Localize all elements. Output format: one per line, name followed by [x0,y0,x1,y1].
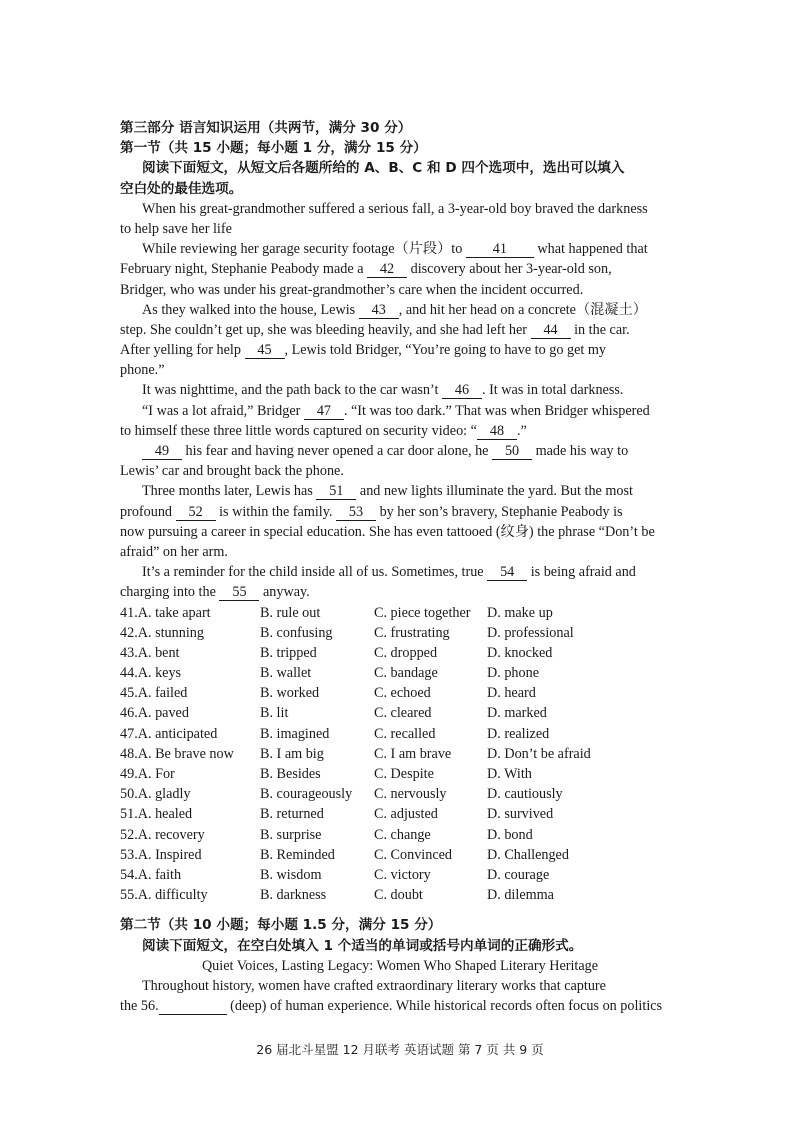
text-run: is within the family. [215,503,337,520]
option-b: B. Besides [260,766,321,782]
text-run: to himself these three little words captured on security video: “ [120,422,477,439]
text-run: . It was in total darkness. [481,382,624,399]
option-c: C. cleared [374,705,432,722]
instruction-line1: 阅读下面短文，从短文后各题所给的 A、B、C 和 D 四个选项中，选出可以填入 [142,160,625,177]
option-row [120,623,680,643]
option-c: C. doubt [374,887,423,904]
blank-46: 46 [442,382,482,399]
instruction-line2: 空白处的最佳选项。 [120,180,243,197]
text-run: anyway. [259,584,310,601]
passage-line: Throughout history, women have crafted extraordinary literary works that capture [142,977,606,994]
option-b: B. darkness [260,887,327,904]
option-c: C. change [374,826,431,843]
option-d: D. make up [487,604,553,621]
passage-line [120,481,680,501]
option-b: B. returned [260,806,324,823]
blank-53: 53 [336,504,376,521]
option-d: D. knocked [487,644,553,661]
option-b: B. rule out [260,604,321,621]
text-run: . “It was too dark.” That was when Bridger whispered [343,402,650,419]
blank-50: 50 [492,443,532,460]
passage-line: to help save her life [120,220,232,237]
option-d: D. survived [487,806,554,823]
options-list [120,603,680,906]
text-run: (deep) of human experience. While historical records often focus on politics [226,998,663,1015]
option-row [120,825,680,845]
option-d: D. marked [487,705,547,722]
passage-line: When his great-grandmother suffered a serious fall, a 3-year-old boy braved the darkness [142,200,648,217]
passage-line [120,562,680,582]
text-run: by her son’s bravery, Stephanie Peabody is [376,503,623,520]
option-b: B. wallet [260,665,312,682]
option-a: 43.A. bent [120,644,180,661]
option-c: C. Despite [374,766,434,782]
option-a: 41.A. take apart [120,604,211,621]
option-b: B. wisdom [260,866,322,883]
option-d: D. Don’t be afraid [487,745,591,762]
option-a: 49.A. For [120,766,175,782]
option-d: D. dilemma [487,887,554,904]
passage-line [120,441,680,461]
blank-52: 52 [176,504,216,521]
option-a: 54.A. faith [120,866,182,883]
option-d: D. professional [487,624,574,641]
option-row [120,703,680,723]
option-a: 53.A. Inspired [120,846,202,863]
passage-line [120,421,680,441]
passage-line [120,300,680,320]
text-run: It was nighttime, and the path back to the car wasn’t [142,382,442,399]
page-footer: 26 届北斗星盟 12 月联考 英语试题 第 7 页 共 9 页 [256,1042,544,1057]
option-d: D. cautiously [487,786,563,803]
option-c: C. nervously [374,786,447,803]
passage2-title: Quiet Voices, Lasting Legacy: Women Who Shaped Literary Heritage [201,957,599,974]
text-run: the 56. [120,998,159,1015]
option-row [120,764,680,784]
option-c: C. frustrating [374,624,450,641]
option-row [120,603,680,623]
option-a: 52.A. recovery [120,826,205,843]
passage-line [120,582,680,602]
blank-43: 43 [359,302,399,319]
option-b: B. I am big [260,745,324,762]
text-run: charging into the [120,584,220,601]
option-b: B. imagined [260,725,330,742]
option-row [120,643,680,663]
option-row [120,845,680,865]
text-run: and new lights illuminate the yard. But the most [356,483,633,500]
option-c: C. piece together [374,604,471,621]
passage-line: phone.” [120,362,165,379]
option-c: C. victory [374,866,431,883]
section2-instruction: 阅读下面短文，在空白处填入 1 个适当的单词或括号内单词的正确形式。 [142,937,583,954]
option-b: B. worked [260,685,320,702]
passage-line [120,320,680,340]
blank-42: 42 [367,261,407,278]
text-run: his fear and having never opened a car door alone, he [182,443,493,459]
option-b: B. confusing [260,624,333,641]
option-b: B. lit [260,705,289,722]
option-a: 48.A. Be brave now [120,745,234,762]
blank-55: 55 [219,584,259,601]
part-title: 第三部分 语言知识运用（共两节，满分 30 分） [120,120,412,136]
option-a: 47.A. anticipated [120,725,218,742]
text-run: Three months later, Lewis has [142,483,317,500]
text-run: February night, Stephanie Peabody made a [120,261,368,278]
blank-45: 45 [245,342,285,359]
option-c: C. echoed [374,685,431,702]
option-a: 45.A. failed [120,685,188,702]
blank-44: 44 [531,322,571,339]
option-d: D. realized [487,725,550,742]
text-run: discovery about her 3-year-old son, [407,261,612,278]
option-d: D. bond [487,826,533,843]
blank-49: 49 [142,443,182,460]
blank-48: 48 [477,423,517,440]
option-row [120,744,680,764]
blank-51: 51 [316,483,356,500]
text-run: profound [120,503,176,520]
option-a: 42.A. stunning [120,624,204,641]
passage-line: Lewis’ car and brought back the phone. [120,463,344,480]
passage-line: now pursuing a career in special education. She has even tattooed (纹身) the phrase “Don’t be [120,523,655,540]
exam-content [120,118,680,1016]
option-row [120,885,680,905]
option-c: C. bandage [374,665,438,682]
option-row [120,663,680,683]
option-c: C. I am brave [374,745,452,762]
blank-54: 54 [487,564,527,581]
option-c: C. dropped [374,644,438,661]
blank-56 [159,998,227,1015]
text-run: .” [516,422,527,439]
option-a: 51.A. healed [120,806,193,823]
section1-title: 第一节（共 15 小题；每小题 1 分，满分 15 分） [120,140,427,157]
passage-line [120,259,680,279]
option-b: B. courageously [260,786,353,803]
passage-line [120,502,680,522]
text-run: , and hit her head on a concrete（混凝土） [398,301,647,318]
option-b: B. Reminded [260,846,335,863]
section2-title: 第二节（共 10 小题；每小题 1.5 分，满分 15 分） [120,917,442,934]
option-row [120,804,680,824]
text-run: As they walked into the house, Lewis [142,301,359,318]
blank-47: 47 [304,403,344,420]
option-row [120,683,680,703]
passage-line: afraid” on her arm. [120,543,228,560]
option-a: 46.A. paved [120,705,189,722]
text-run: made his way to [532,443,629,459]
text-run: in the car. [570,321,630,338]
passage-line [120,401,680,421]
text-run: what happened that [533,241,648,258]
text-run: is being afraid and [527,564,636,581]
option-c: C. Convinced [374,846,453,863]
blank-41: 41 [466,241,534,258]
text-run: It’s a reminder for the child inside all of us. Sometimes, true [142,564,488,581]
option-a: 50.A. gladly [120,786,191,803]
option-d: D. phone [487,665,540,682]
option-a: 55.A. difficulty [120,887,208,904]
option-a: 44.A. keys [120,665,182,682]
text-run: “I was a lot afraid,” Bridger [142,402,304,419]
option-d: D. courage [487,866,550,883]
text-run: step. She couldn’t get up, she was bleeding heavily, and she had left her [120,321,531,338]
option-row [120,724,680,744]
option-c: C. adjusted [374,806,438,823]
option-row [120,865,680,885]
passage-line [120,239,680,259]
passage-line [120,380,680,400]
passage-line [120,996,680,1016]
option-d: D. heard [487,685,536,702]
passage-line [120,340,680,360]
text-run: After yelling for help [120,342,245,359]
passage1 [120,199,680,603]
option-row [120,784,680,804]
option-d: D. Challenged [487,846,569,863]
option-d: D. With [487,766,532,782]
option-c: C. recalled [374,725,436,742]
text-run: While reviewing her garage security footage（片段）to [142,241,466,258]
passage-line: Bridger, who was under his great-grandmother’s care when the incident occurred. [120,281,584,298]
option-b: B. tripped [260,644,317,661]
option-b: B. surprise [260,826,322,843]
text-run: , Lewis told Bridger, “You’re going to have to go get my [284,342,606,359]
